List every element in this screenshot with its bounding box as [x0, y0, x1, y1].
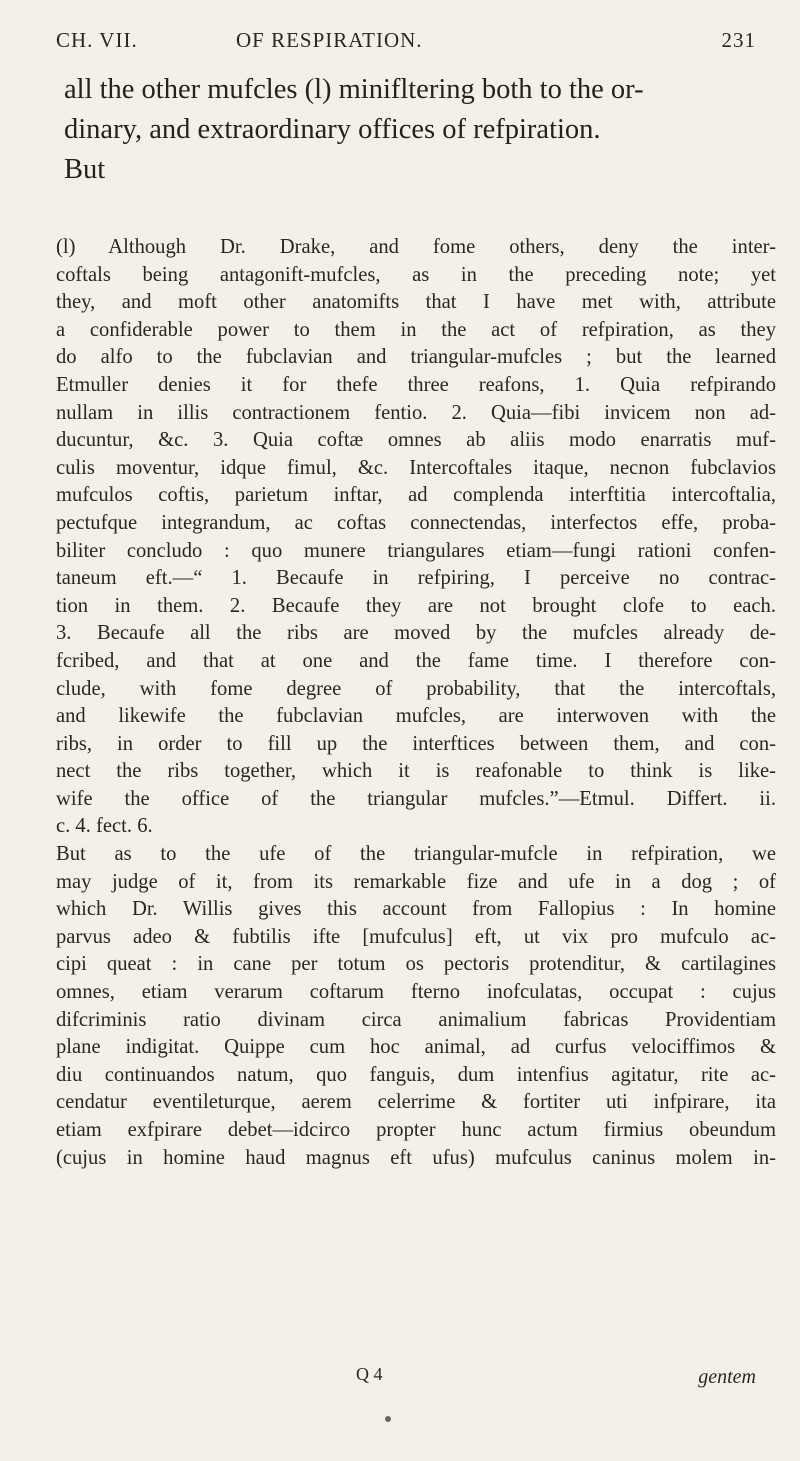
chapter-label: CH. VII. — [56, 28, 138, 52]
footnote-line: clude, with fome degree of probability, that the intercoftals, — [56, 677, 776, 700]
main-text-line: But — [64, 154, 106, 185]
footnote-line: c. 4. fect. 6. — [56, 815, 153, 838]
footnote-line: omnes, etiam verarum coftarum fterno inofculatas, occupat : cujus — [56, 981, 776, 1004]
footnote-line: fcribed, and that at one and the fame time. I therefore con- — [56, 649, 776, 672]
footnote-line: plane indigitat. Quippe cum hoc animal, ad curfus velociffimos & — [56, 1036, 776, 1059]
running-title: OF RESPIRATION. — [236, 28, 423, 52]
page-footer — [56, 1364, 756, 1394]
footnote-line: tion in them. 2. Becaufe they are not brought clofe to each. — [56, 594, 776, 617]
footnote-line: and likewife the fubclavian mufcles, are interwoven with the — [56, 705, 776, 728]
running-header — [56, 28, 756, 62]
footnote-line: etiam exfpirare debet—idcirco propter hunc actum firmius obeundum — [56, 1119, 776, 1141]
footnote-line: taneum eft.—“ 1. Becaufe in refpiring, I perceive no contrac- — [56, 567, 776, 590]
footnote-line: diu continuandos natum, quo fanguis, dum intenfius agitatur, rite ac- — [56, 1063, 776, 1086]
footnote-line: nect the ribs together, which it is reafonable to think is like- — [56, 760, 776, 783]
footnote-line: a confiderable power to them in the act of refpiration, as they — [56, 318, 776, 341]
footnote-line: ribs, in order to fill up the interftices between them, and con- — [56, 732, 776, 755]
footnote-line: cendatur eventileturque, aerem celerrime & fortiter uti infpirare, ita — [56, 1091, 776, 1114]
page-number: 231 — [721, 28, 756, 52]
footnote-line: ducuntur, &c. 3. Quia coftæ omnes ab aliis modo enarratis muf- — [56, 429, 776, 452]
footnote-line: (cujus in homine haud magnus eft ufus) mufculus caninus molem in- — [56, 1146, 776, 1169]
footnote-line: But as to the ufe of the triangular-mufcle in refpiration, we — [56, 843, 776, 866]
footnote-line: mufculos coftis, parietum inftar, ad complenda interftitia intercoftalia, — [56, 484, 776, 507]
footnote-line: culis moventur, idque fimul, &c. Intercoftales itaque, necnon fubclavios — [56, 456, 776, 479]
footnote-line: coftals being antagonift-mufcles, as in the preceding note; yet — [56, 263, 776, 286]
footnote-line: Etmuller denies it for thefe three reafons, 1. Quia refpirando — [56, 373, 776, 396]
footnote-line: may judge of it, from its remarkable fize and ufe in a dog ; of — [56, 870, 776, 893]
footnote-line: nullam in illis contractionem fentio. 2. Quia—fibi invicem non ad- — [56, 401, 776, 424]
ink-speck — [385, 1416, 391, 1422]
footnote-line: 3. Becaufe all the ribs are moved by the mufcles already de- — [56, 622, 776, 645]
footnote-line: pectufque integrandum, ac coftas connectendas, interfectos effe, proba- — [56, 511, 776, 534]
footnote-line: do alfo to the fubclavian and triangular-mufcles ; but the learned — [56, 346, 776, 369]
footnote-block — [56, 234, 776, 1172]
footnote-line: which Dr. Willis gives this account from Fallopius : In homine — [56, 898, 776, 921]
footnote-line: wife the office of the triangular mufcles.”—Etmul. Differt. ii. — [56, 787, 776, 810]
footnote-line: biliter concludo : quo munere triangulares etiam—fungi rationi confen- — [56, 539, 776, 562]
signature-mark: Q 4 — [356, 1364, 383, 1384]
main-text — [64, 70, 776, 190]
main-text-line: dinary, and extraordinary offices of refpiration. — [64, 114, 601, 145]
footnote-line: cipi queat : in cane per totum os pectoris protenditur, & cartilagines — [56, 953, 776, 976]
footnote-line: they, and moft other anatomifts that I have met with, attribute — [56, 291, 776, 314]
footnote-line: (l) Although Dr. Drake, and fome others, deny the inter- — [56, 236, 776, 258]
footnote-line: difcriminis ratio divinam circa animalium fabricas Providentiam — [56, 1008, 776, 1031]
catchword: gentem — [698, 1366, 756, 1388]
main-text-line: all the other mufcles (l) minifltering both to the or- — [64, 74, 644, 105]
footnote-line: parvus adeo & fubtilis ifte [mufculus] eft, ut vix pro mufculo ac- — [56, 925, 776, 948]
